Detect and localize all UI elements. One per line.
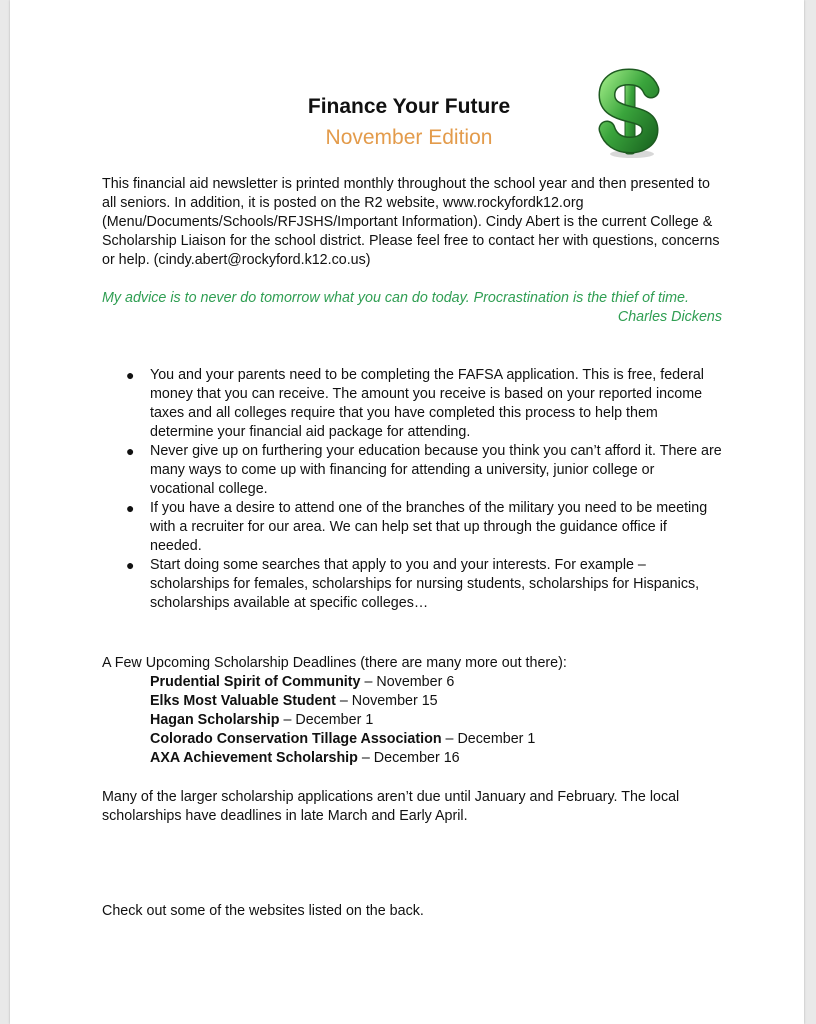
quote-text: My advice is to never do tomorrow what you can do today. Procrastination is the thief of time. [102,290,689,306]
bullet-icon: ● [126,367,135,383]
intro-paragraph: This financial aid newsletter is printed monthly throughout the school year and then presented to all seniors. In addition, it is posted on the R2 website, www.rockyfordk12.org (Menu/Documents/Schools/RFJSHS/Important Information). Cindy Abert is the current College & Scholarship Liaison for the school district. Please feel free to contact her with questions, concerns or help. (cindy.abert@rockyford.k12.co.us) [102,176,720,268]
page-subtitle: November Edition [325,126,493,149]
deadlines-heading: A Few Upcoming Scholarship Deadlines (there are many more out there): [102,655,567,671]
quote-author: Charles Dickens [617,309,722,325]
quote-block [102,289,722,327]
scholarship-name: Elks Most Valuable Student [150,693,336,709]
advice-list [102,366,722,613]
deadline-item [150,730,710,749]
list-item: ● Never give up on furthering your education because you think you can’t afford it. There are many ways to come up with financing for attending a university, junior college or vocational college. [126,443,722,497]
bullet-icon: ● [126,557,135,573]
deadline-item [150,673,710,692]
newsletter-page [10,0,804,1024]
scholarship-name: Prudential Spirit of Community [150,674,361,690]
scholarship-name: Colorado Conservation Tillage Association [150,731,442,747]
deadline-date: – December 1 [279,712,374,728]
list-item: ● Start doing some searches that apply to you and your interests. For example – scholarships for females, scholarships for nursing students, scholarships for Hispanics, scholarships available at specific colleges… [126,557,700,611]
list-item: ● You and your parents need to be completing the FAFSA application. This is free, federal money that you can receive. The amount you receive is based on your reported income taxes and all colleges require that you have completed this process to help them determine your financial aid package for attending. [126,367,704,440]
check-back-note: Check out some of the websites listed on the back. [102,903,424,919]
deadline-date: – November 6 [360,674,455,690]
scholarship-name: Hagan Scholarship [150,712,280,728]
dollar-sign-icon [598,66,664,160]
scholarship-name: AXA Achievement Scholarship [150,750,358,766]
deadline-item [150,692,710,711]
deadline-list [150,673,710,768]
bullet-icon: ● [126,500,135,516]
page-title: Finance Your Future [307,95,511,118]
deadline-date: – November 15 [335,693,438,709]
deadline-item [150,749,710,768]
deadline-date: – December 1 [441,731,536,747]
closing-paragraph: Many of the larger scholarship applications aren’t due until January and February. The local scholarships have deadlines in late March and Early April. [102,789,680,824]
bullet-icon: ● [126,443,135,459]
title-block [10,92,804,154]
deadline-item [150,711,710,730]
list-item: ● If you have a desire to attend one of the branches of the military you need to be meeting with a recruiter for our area. We can help set that up through the guidance office if needed. [126,500,708,554]
deadline-date: – December 16 [357,750,460,766]
